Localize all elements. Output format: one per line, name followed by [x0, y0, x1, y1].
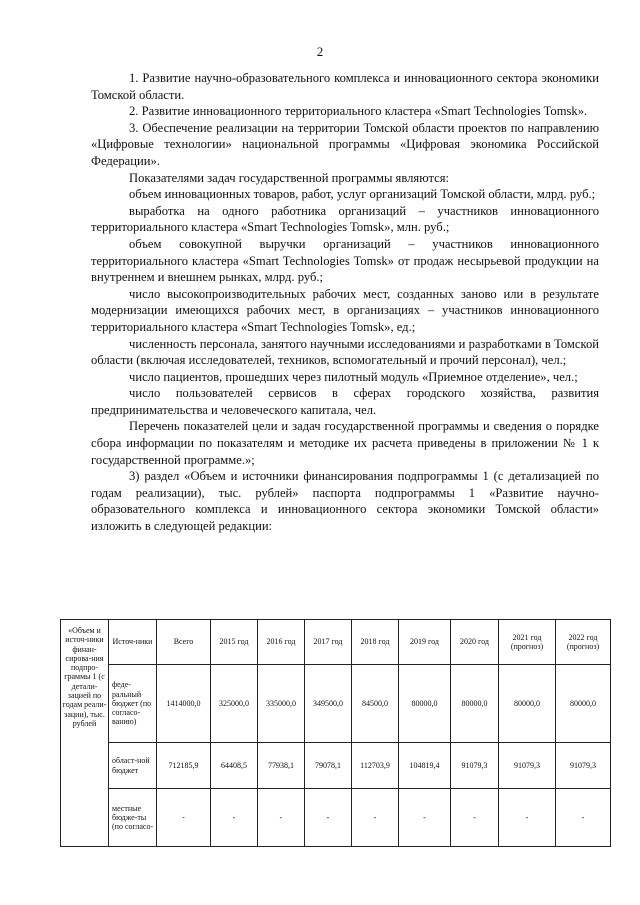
- page-number: 2: [316, 44, 324, 59]
- paragraph-7: объем совокупной выручки организаций – участников инновационного территориального кластера «Smart Technologies Tomsk» от продаж несырьевой продукции на внутреннем и внешнем рынках, млрд. руб.;: [91, 236, 599, 285]
- value-cell: -: [451, 789, 499, 847]
- value-cell: 712185,9: [157, 743, 211, 789]
- value-cell: 80000,0: [499, 665, 556, 743]
- value-cell: 349500,0: [305, 665, 352, 743]
- table-row: [61, 665, 611, 743]
- value-cell: 80000,0: [399, 665, 451, 743]
- header-cell: 2020 год: [451, 620, 499, 665]
- paragraph-11: число пользователей сервисов в сферах городского хозяйства, развития предпринимательства и человеческого капитала, чел.: [91, 386, 599, 417]
- value-cell: 80000,0: [556, 665, 611, 743]
- paragraph-6: выработка на одного работника организаций – участников инновационного территориального кластера «Smart Technologies Tomsk», млн. руб.;: [91, 203, 599, 235]
- source-cell: област-ной бюджет: [109, 743, 157, 789]
- value-cell: -: [556, 789, 611, 847]
- header-cell: 2015 год: [211, 620, 258, 665]
- header-cell: 2019 год: [399, 620, 451, 665]
- paragraph-4: Показателями задач государственной программы являются:: [129, 170, 449, 185]
- value-cell: 1414000,0: [157, 665, 211, 743]
- value-cell: 112703,9: [352, 743, 399, 789]
- value-cell: 104819,4: [399, 743, 451, 789]
- header-cell: 2018 год: [352, 620, 399, 665]
- value-cell: 80000,0: [451, 665, 499, 743]
- paragraph-9: численность персонала, занятого научными исследованиями и разработками в Томской области (включая исследователей, техников, вспомогательный и прочий персонал), чел.;: [91, 336, 599, 368]
- value-cell: 64408,5: [211, 743, 258, 789]
- source-cell: местные бюдже-ты (по согласо-: [109, 789, 157, 847]
- value-cell: -: [352, 789, 399, 847]
- paragraph-5: объем инновационных товаров, работ, услуг организаций Томской области, млрд. руб.;: [129, 187, 596, 202]
- value-cell: -: [499, 789, 556, 847]
- header-cell: 2022 год (прогноз): [556, 620, 611, 665]
- value-cell: 91079,3: [556, 743, 611, 789]
- value-cell: -: [258, 789, 305, 847]
- table-header-row: [61, 620, 611, 665]
- table-row: [61, 743, 611, 789]
- paragraph-3: 3. Обеспечение реализации на территории Томской области проектов по направлению «Цифровые технологии» национальной программы «Цифровая экономика Российской Федерации».: [91, 120, 599, 168]
- paragraph-10: число пациентов, прошедших через пилотный модуль «Приемное отделение», чел.;: [129, 369, 578, 384]
- header-cell: 2021 год (прогноз): [499, 620, 556, 665]
- paragraph-13: 3) раздел «Объем и источники финансирования подпрограммы 1 (с детализацией по годам реализации), тыс. рублей» паспорта подпрограммы 1 «Развитие научно-образовательного комплекса и инновационного сектора экономики Томской области» изложить в следующей редакции:: [91, 469, 599, 534]
- paragraph-8: число высокопроизводительных рабочих мест, созданных заново или в результате модернизации имеющихся рабочих мест, в организациях – участников инновационного территориального кластера «Smart Technologies Tomsk», ед.;: [91, 286, 599, 334]
- value-cell: 77938,1: [258, 743, 305, 789]
- paragraph-12: Перечень показателей цели и задач государственной программы и сведения о порядке сбора информации по показателям и методике их расчета приведены в приложении № 1 к государственной программе.»;: [91, 419, 599, 467]
- header-cell: Всего: [157, 620, 211, 665]
- header-cell: Источ-ники: [109, 620, 157, 665]
- body-text: [91, 70, 599, 535]
- value-cell: 325000,0: [211, 665, 258, 743]
- value-cell: -: [305, 789, 352, 847]
- value-cell: -: [157, 789, 211, 847]
- value-cell: 91079,3: [451, 743, 499, 789]
- value-cell: -: [211, 789, 258, 847]
- header-cell: 2017 год: [305, 620, 352, 665]
- financing-table: [60, 619, 611, 847]
- value-cell: 335000,0: [258, 665, 305, 743]
- value-cell: -: [399, 789, 451, 847]
- value-cell: 84500,0: [352, 665, 399, 743]
- table-row: [61, 789, 611, 847]
- source-cell: феде-ральный бюджет (по согласо-ванию): [109, 665, 157, 743]
- paragraph-2: 2. Развитие инновационного территориального кластера «Smart Technologies Tomsk».: [129, 104, 588, 119]
- financing-label-cell: «Объем и источ-ники финан-сирова-ния подпро-граммы 1 (с детали-зацией по годам реали-зации), тыс. рублей: [61, 620, 109, 847]
- header-cell: 2016 год: [258, 620, 305, 665]
- value-cell: 91079,3: [499, 743, 556, 789]
- paragraph-1: 1. Развитие научно-образовательного комплекса и инновационного сектора экономики Томской области.: [91, 71, 599, 102]
- value-cell: 79078,1: [305, 743, 352, 789]
